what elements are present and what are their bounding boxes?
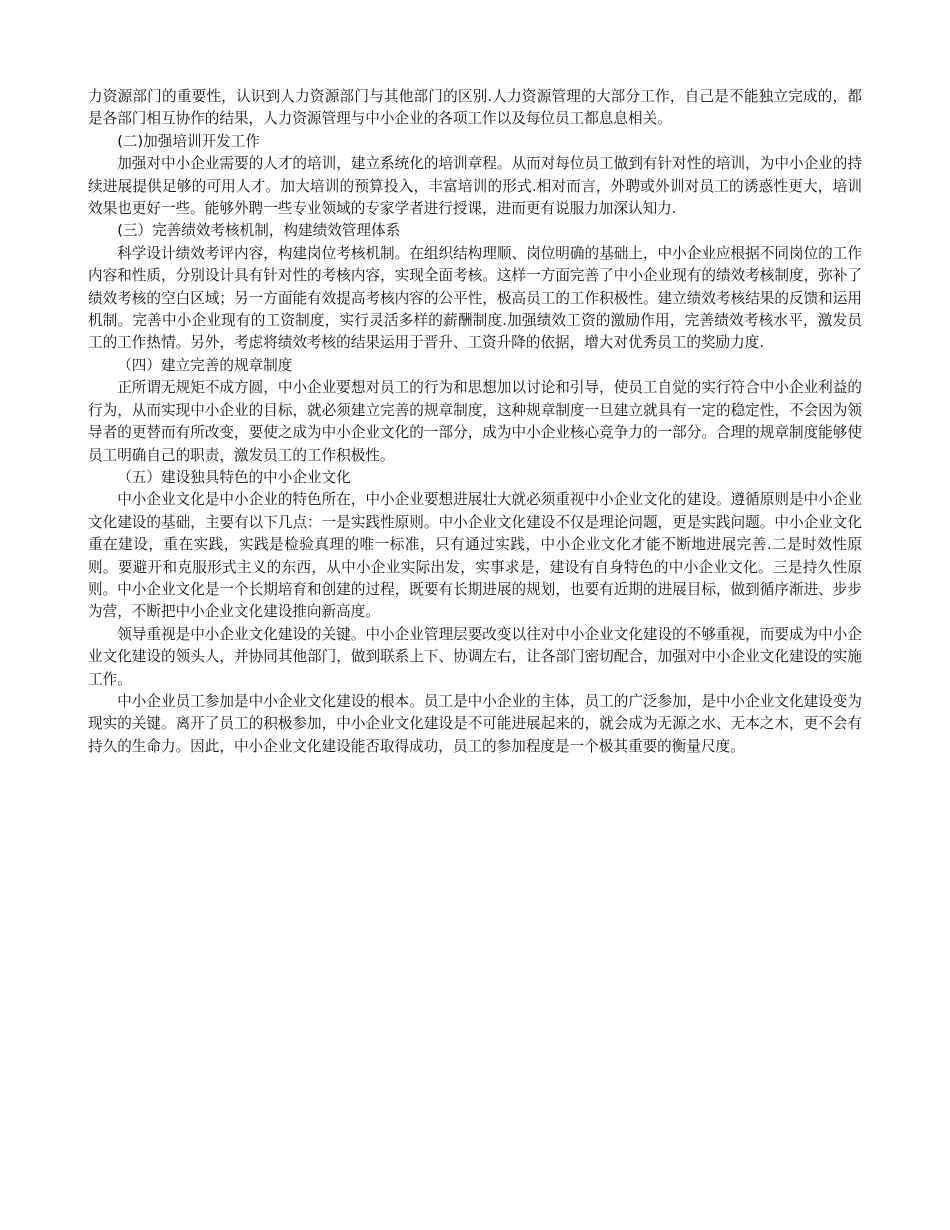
paragraph-culture-principles: 中小企业文化是中小企业的特色所在，中小企业要想进展壮大就必须重视中小企业文化的建设。遵循原则是中小企业文化建设的基础，主要有以下几点：一是实践性原则。中小企业文化建设不仅是理论问题，更是实践问题。中小企业文化重在建设，重在实践，实践是检验真理的唯一标准，只有通过实践，中小企业文化才能不断地进展完善.二是时效性原则。要避开和克服形式主义的东西，从中小企业实际出发，实事求是，建设有自身特色的中小企业文化。三是持久性原则。中小企业文化是一个长期培育和创建的过程，既要有长期进展的规划，也要有近期的进展目标，做到循序渐进、步步为营，不断把中小企业文化建设推向新高度。: [88, 491, 862, 621]
section-heading-performance: (三）完善绩效考核机制，构建绩效管理体系: [117, 222, 401, 240]
paragraph-rules: 正所谓无规矩不成方圆，中小企业要想对员工的行为和思想加以讨论和引导，使员工自觉的实行符合中小企业利益的行为，从而实现中小企业的目标，就必须建立完善的规章制度，这种规章制度一旦建立就具有一定的稳定性，不会因为领导者的更替而有所改变，要使之成为中小企业文化的一部分，成为中小企业核心竞争力的一部分。合理的规章制度能够使员工明确自己的职责，激发员工的工作积极性。: [88, 379, 862, 464]
section-heading-culture: （五）建设独具特色的中小企业文化: [117, 468, 351, 486]
paragraph-training: 加强对中小企业需要的人才的培训，建立系统化的培训章程。从而对每位员工做到有针对性的培训，为中小企业的持续进展提供足够的可用人才。加大培训的预算投入，丰富培训的形式.相对而言，外聘或外训对员工的诱惑性更大，培训效果也更好一些。能够外聘一些专业领域的专家学者进行授课，进而更有说服力加深认知力.: [88, 155, 862, 218]
paragraph-hr-collaboration: 力资源部门的重要性，认识到人力资源部门与其他部门的区别.人力资源管理的大部分工作，自己是不能独立完成的，都是各部门相互协作的结果，人力资源管理与中小企业的各项工作以及每位员工都息息相关。: [88, 88, 862, 128]
document-body: [88, 86, 862, 758]
section-heading-training: (二)加强培训开发工作: [117, 132, 260, 150]
paragraph-culture-leadership: 领导重视是中小企业文化建设的关键。中小企业管理层要改变以往对中小企业文化建设的不够重视，而要成为中小企业文化建设的领头人，并协同其他部门，做到联系上下、协调左右，让各部门密切配合，加强对中小企业文化建设的实施工作。: [88, 625, 862, 688]
paragraph-performance: 科学设计绩效考评内容，构建岗位考核机制。在组织结构理顺、岗位明确的基础上，中小企业应根据不同岗位的工作内容和性质，分别设计具有针对性的考核内容，实现全面考核。这样一方面完善了中小企业现有的绩效考核制度，弥补了绩效考核的空白区域；另一方面能有效提高考核内容的公平性，极高员工的工作积极性。建立绩效考核结果的反馈和运用机制。完善中小企业现有的工资制度，实行灵活多样的薪酬制度.加强绩效工资的激励作用，完善绩效考核水平，激发员工的工作热情。另外，考虑将绩效考核的结果运用于晋升、工资升降的依据，增大对优秀员工的奖励力度.: [88, 244, 862, 352]
section-heading-rules: （四）建立完善的规章制度: [117, 356, 293, 374]
paragraph-culture-participation: 中小企业员工参加是中小企业文化建设的根本。员工是中小企业的主体，员工的广泛参加，是中小企业文化建设变为现实的关键。离开了员工的积极参加，中小企业文化建设是不可能进展起来的，就会成为无源之水、无本之木，更不会有持久的生命力。因此，中小企业文化建设能否取得成功，员工的参加程度是一个极其重要的衡量尺度。: [88, 692, 862, 755]
